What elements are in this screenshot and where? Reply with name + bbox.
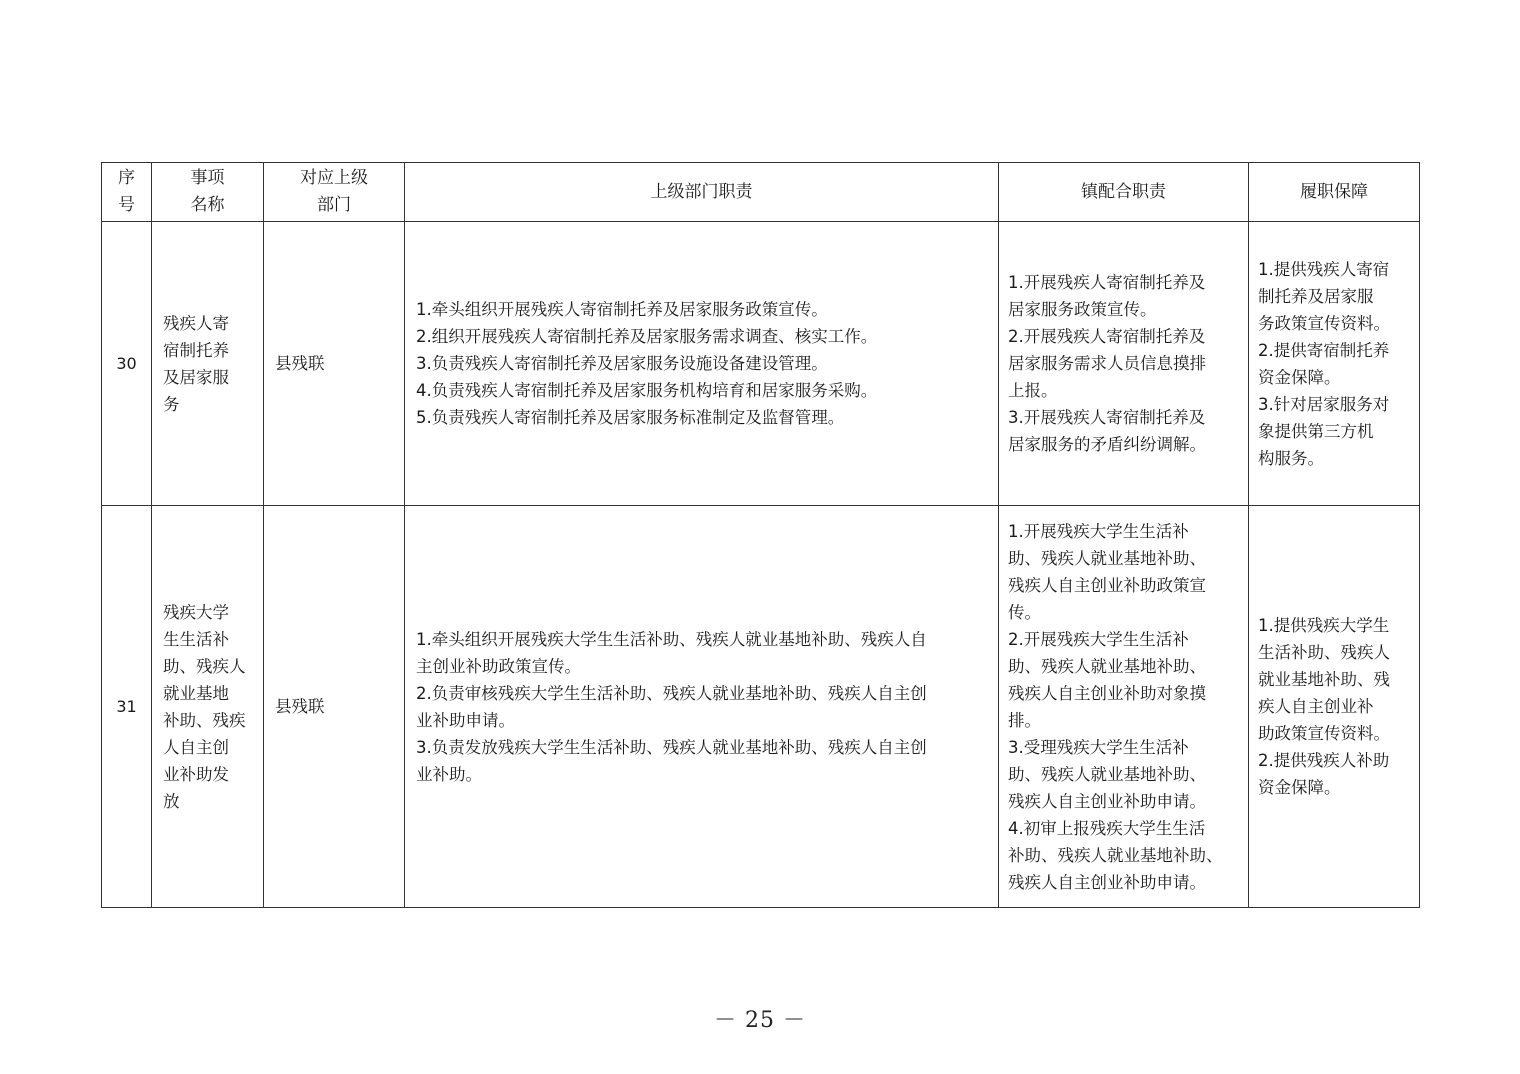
text-line: 传。 <box>1008 602 1041 622</box>
text-line: 残疾大学 <box>163 602 229 622</box>
text-line: 排。 <box>1008 710 1041 730</box>
text-line: 助、残疾人就业基地补助、 <box>1008 656 1206 676</box>
row-guarantee <box>1249 506 1420 908</box>
text-line: 业补助。 <box>416 764 482 784</box>
row-upper-dept: 县残联 <box>264 222 405 506</box>
text-line: 务 <box>163 394 180 414</box>
text-line: 补助、残疾 <box>163 710 246 730</box>
text-line: 3.开展残疾人寄宿制托养及 <box>1008 408 1206 427</box>
text-line: 2.提供寄宿制托养 <box>1258 340 1390 360</box>
header-item-name <box>152 163 264 222</box>
text-line: 助、残疾人 <box>163 656 246 676</box>
header-upper-dept-line: 部门 <box>317 195 351 215</box>
text-line: 2.开展残疾人寄宿制托养及 <box>1008 327 1206 346</box>
text-line: 2.提供残疾人补助 <box>1258 751 1390 770</box>
row-upper-duties <box>405 506 999 908</box>
text-line: 疾人自主创业补 <box>1258 697 1374 716</box>
row-seq: 30 <box>102 222 152 506</box>
text-line: 主创业补助政策宣传。 <box>416 656 581 676</box>
text-line: 生生活补 <box>163 629 229 649</box>
page-number: － 25 － <box>714 1008 806 1033</box>
text-line: 2.组织开展残疾人寄宿制托养及居家服务需求调查、核实工作。 <box>416 327 878 346</box>
text-line: 1.牵头组织开展残疾人寄宿制托养及居家服务政策宣传。 <box>416 300 828 319</box>
text-line: 1.开展残疾大学生生活补 <box>1008 521 1189 541</box>
header-upper-dept-line: 对应上级 <box>300 168 368 188</box>
text-line: 4.初审上报残疾大学生生活 <box>1008 818 1206 838</box>
text-line: 就业基地补助、残 <box>1258 670 1390 689</box>
text-line: 居家服务需求人员信息摸排 <box>1008 354 1206 373</box>
text-line: 居家服务政策宣传。 <box>1008 300 1157 319</box>
text-line: 3.负责发放残疾大学生生活补助、残疾人就业基地补助、残疾人自主创 <box>416 737 927 757</box>
row-upper-dept: 县残联 <box>264 506 405 908</box>
text-line: 上报。 <box>1008 381 1058 400</box>
header-upper-dept <box>264 163 405 222</box>
text-line: 宿制托养 <box>163 340 229 360</box>
header-seq-line: 号 <box>118 195 135 215</box>
table-header-row <box>102 163 1420 222</box>
header-item-name-line: 事项 <box>190 168 225 188</box>
text-line: 业补助申请。 <box>416 710 515 730</box>
text-line: 生活补助、残疾人 <box>1258 643 1390 662</box>
row-seq: 31 <box>102 506 152 908</box>
text-line: 象提供第三方机 <box>1258 421 1374 441</box>
text-line: 务政策宣传资料。 <box>1258 313 1390 333</box>
text-line: 残疾人自主创业补助对象摸 <box>1008 683 1206 703</box>
text-line: 4.负责残疾人寄宿制托养及居家服务机构培育和居家服务采购。 <box>416 381 878 400</box>
row-item-name <box>152 506 264 908</box>
text-line: 3.受理残疾大学生生活补 <box>1008 737 1189 757</box>
header-item-name-line: 名称 <box>190 195 225 215</box>
table-row <box>102 222 1420 506</box>
header-seq <box>102 163 152 222</box>
text-line: 制托养及居家服 <box>1258 286 1374 306</box>
header-upper-duties: 上级部门职责 <box>405 163 999 222</box>
text-line: 助、残疾人就业基地补助、 <box>1008 548 1206 568</box>
text-line: 构服务。 <box>1258 448 1324 468</box>
text-line: 就业基地 <box>163 683 229 703</box>
header-town-duties: 镇配合职责 <box>999 163 1249 222</box>
row-town-duties <box>999 506 1249 908</box>
row-item-name <box>152 222 264 506</box>
text-line: 残疾人寄 <box>163 313 229 333</box>
text-line: 残疾人自主创业补助申请。 <box>1008 872 1206 892</box>
text-line: 1.开展残疾人寄宿制托养及 <box>1008 273 1206 292</box>
responsibility-table <box>101 162 1420 908</box>
text-line: 资金保障。 <box>1258 778 1341 797</box>
row-guarantee <box>1249 222 1420 506</box>
text-line: 5.负责残疾人寄宿制托养及居家服务标准制定及监督管理。 <box>416 408 845 427</box>
table-row <box>102 506 1420 908</box>
text-line: 人自主创 <box>163 737 229 757</box>
text-line: 居家服务的矛盾纠纷调解。 <box>1008 435 1206 454</box>
text-line: 残疾人自主创业补助政策宣 <box>1008 575 1206 595</box>
text-line: 1.提供残疾大学生 <box>1258 616 1390 635</box>
text-line: 2.负责审核残疾大学生生活补助、残疾人就业基地补助、残疾人自主创 <box>416 683 927 703</box>
text-line: 1.提供残疾人寄宿 <box>1258 259 1390 279</box>
text-line: 2.开展残疾大学生生活补 <box>1008 629 1189 649</box>
row-town-duties <box>999 222 1249 506</box>
text-line: 3.针对居家服务对 <box>1258 394 1390 414</box>
header-guarantee: 履职保障 <box>1249 163 1420 222</box>
text-line: 1.牵头组织开展残疾大学生生活补助、残疾人就业基地补助、残疾人自 <box>416 629 927 649</box>
text-line: 助政策宣传资料。 <box>1258 724 1390 743</box>
text-line: 助、残疾人就业基地补助、 <box>1008 764 1206 784</box>
text-line: 放 <box>163 791 180 811</box>
text-line: 补助、残疾人就业基地补助、 <box>1008 845 1223 865</box>
header-seq-line: 序 <box>118 168 135 188</box>
text-line: 及居家服 <box>163 367 229 387</box>
text-line: 残疾人自主创业补助申请。 <box>1008 791 1206 811</box>
text-line: 3.负责残疾人寄宿制托养及居家服务设施设备建设管理。 <box>416 354 828 373</box>
row-upper-duties <box>405 222 999 506</box>
text-line: 资金保障。 <box>1258 367 1341 387</box>
text-line: 业补助发 <box>163 764 229 784</box>
